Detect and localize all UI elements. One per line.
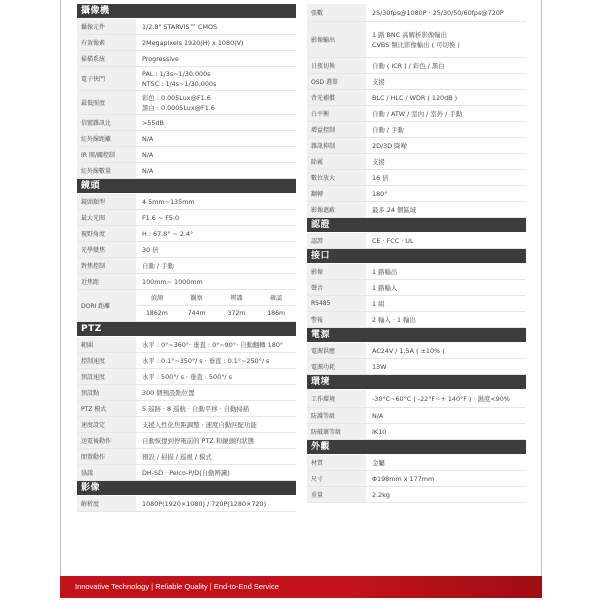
spec-value — [137, 147, 296, 162]
spec-value-line: 1/2.8" STARVIS™ CMOS — [142, 22, 218, 31]
spec-label: 除霧 — [307, 154, 367, 169]
spec-value — [367, 343, 526, 358]
spec-label: 防護等級 — [307, 408, 367, 423]
spec-label: 最大光圈 — [77, 210, 137, 225]
spec-label: 鏡頭類型 — [77, 194, 137, 209]
spec-value-line: 16 倍 — [372, 173, 389, 182]
spec-column-left — [77, 4, 296, 512]
spec-row — [77, 385, 296, 401]
section-header: 認證 — [307, 218, 526, 232]
spec-row — [77, 163, 296, 179]
spec-label: 電源功耗 — [307, 359, 367, 374]
spec-label: IR 開/關控制 — [77, 147, 137, 162]
spec-value-line: 100mm~ 1000mm — [142, 277, 203, 286]
spec-label: 增益控制 — [307, 122, 367, 137]
spec-value — [137, 274, 296, 289]
spec-label: 預設速度 — [77, 369, 137, 384]
spec-value-line: 4.5mm~135mm — [142, 197, 195, 206]
spec-value — [367, 408, 526, 423]
spec-label: 協議 — [77, 465, 137, 480]
spec-value-line: N/A — [142, 150, 154, 159]
spec-row — [307, 455, 526, 471]
spec-value-line: 黑白 : 0.0005Lux@F1.6 — [142, 103, 215, 112]
dori-value: 372m — [227, 310, 246, 317]
spec-row — [77, 496, 296, 512]
spec-value — [367, 471, 526, 486]
spec-value — [367, 359, 526, 374]
spec-value-line: 水平 : 0°~360°· 垂直 : 0°~90°· 自動翻轉 180° — [142, 340, 284, 349]
spec-row — [307, 471, 526, 487]
spec-value — [137, 258, 296, 273]
spec-value — [367, 138, 526, 153]
section-header: 環境 — [307, 375, 526, 389]
spec-value — [137, 91, 296, 114]
spec-value-line: 金屬 — [372, 458, 385, 467]
dori-headers-row — [137, 290, 296, 306]
dori-header: 辨識 — [230, 295, 243, 302]
spec-value-line: F1.6 ~ F5.0 — [142, 213, 180, 222]
spec-value — [137, 401, 296, 416]
spec-value — [137, 433, 296, 448]
spec-value-line: 1 路 BNC 高解析影像輸出 — [372, 30, 447, 39]
spec-value — [137, 449, 296, 464]
spec-value-line: 支援 — [372, 157, 385, 166]
spec-row — [307, 312, 526, 328]
spec-value-line: -30°C~60°C ( -22°F~+ 140°F ) · 濕度<90% — [372, 394, 510, 403]
spec-value-line: 水平 : 500°/ s · 垂直 : 500°/ s — [142, 372, 232, 381]
spec-row — [77, 465, 296, 481]
spec-label: 電源供應 — [307, 343, 367, 358]
spec-value-line: AC24V / 1.5A ( ±10% ) — [372, 346, 445, 355]
spec-label: 防破壞等級 — [307, 424, 367, 439]
spec-value — [137, 496, 296, 511]
spec-value — [367, 22, 526, 57]
spec-value-line: BLC / HLC / WDR ( 120dB ) — [372, 93, 458, 102]
spec-label: 雜訊抑制 — [307, 138, 367, 153]
spec-label: 視野角度 — [77, 226, 137, 241]
spec-label: 數位放大 — [307, 170, 367, 185]
spec-value — [367, 424, 526, 439]
spec-value — [137, 131, 296, 146]
spec-value — [137, 51, 296, 66]
spec-row — [307, 390, 526, 408]
spec-label: 影像 — [307, 264, 367, 279]
spec-value — [137, 35, 296, 50]
spec-row — [307, 487, 526, 503]
dori-header: 偵測 — [150, 295, 164, 302]
spec-row — [77, 274, 296, 290]
spec-row — [77, 433, 296, 449]
page-border-left — [60, 0, 61, 576]
dori-header: 觀察 — [190, 295, 203, 302]
spec-label: 預設點 — [77, 385, 137, 400]
spec-value — [367, 58, 526, 73]
spec-value-line: 支援 — [372, 77, 385, 86]
spec-label: PTZ 模式 — [77, 401, 137, 416]
spec-row — [77, 35, 296, 51]
spec-value — [137, 67, 296, 90]
spec-value-line: NTSC : 1/4s~1/30,000s — [142, 79, 217, 88]
spec-row — [307, 233, 526, 249]
spec-value — [137, 465, 296, 480]
spec-label: 材質 — [307, 455, 367, 470]
spec-value — [137, 115, 296, 130]
spec-value-line: N/A — [372, 411, 384, 420]
spec-label: 送電後動作 — [77, 433, 137, 448]
spec-value — [137, 210, 296, 225]
spec-value — [367, 264, 526, 279]
spec-value-line: 自動恢復到停電前的 PTZ 和鏡頭的狀態 — [142, 436, 255, 445]
spec-row — [307, 154, 526, 170]
spec-row — [307, 424, 526, 440]
spec-row — [77, 51, 296, 67]
spec-value-line: 1080P(1920×1080) / 720P(1280×720) — [142, 499, 267, 508]
dori-value: 744m — [187, 310, 206, 317]
spec-value-line: CVBS 類比影像輸出 ( 可切換 ) — [372, 40, 460, 49]
spec-value-line: 5 巡跡 · 8 巡航 · 自動平移 · 自動掃描 — [142, 404, 250, 413]
spec-row — [307, 280, 526, 296]
spec-label: 背光補償 — [307, 90, 367, 105]
spec-row — [77, 337, 296, 353]
spec-value-line: 1 路輸入 — [372, 283, 398, 292]
spec-value — [367, 280, 526, 295]
spec-row — [77, 258, 296, 274]
spec-label: 認證 — [307, 233, 367, 248]
spec-row — [77, 369, 296, 385]
spec-label: 解析度 — [77, 496, 137, 511]
spec-label: 範圍 — [77, 337, 137, 352]
spec-label: 日夜切換 — [307, 58, 367, 73]
spec-value-line: 2Megapixels 1920(H) x 1080(V) — [142, 38, 244, 47]
spec-row — [307, 58, 526, 74]
spec-row — [307, 22, 526, 58]
section-header: 接口 — [307, 249, 526, 263]
spec-label: 閒置動作 — [77, 449, 137, 464]
spec-value — [367, 90, 526, 105]
spec-value — [367, 233, 526, 248]
spec-label: 翻轉 — [307, 186, 367, 201]
spec-column-right — [307, 4, 526, 503]
spec-label: 攝像元件 — [77, 19, 137, 34]
spec-label: 尺寸 — [307, 471, 367, 486]
spec-row — [307, 202, 526, 218]
spec-row — [77, 449, 296, 465]
spec-label: 張數 — [307, 4, 367, 21]
spec-row — [77, 131, 296, 147]
spec-row — [307, 170, 526, 186]
spec-row — [307, 138, 526, 154]
spec-value-line: 300 個預設點位置 — [142, 388, 195, 397]
section-header: 影像 — [77, 481, 296, 495]
spec-row — [307, 343, 526, 359]
spec-label: 對焦控制 — [77, 258, 137, 273]
spec-row — [77, 210, 296, 226]
spec-value-line: 25/30fps@1080P · 25/30/50/60fps@720P — [372, 8, 504, 17]
spec-row — [77, 226, 296, 242]
spec-value-line: 180° — [372, 189, 388, 198]
spec-value — [367, 122, 526, 137]
spec-value-line: 2D/3D 降噪 — [372, 141, 407, 150]
spec-row — [77, 242, 296, 258]
spec-label: OSD 選單 — [307, 74, 367, 89]
spec-value-line: N/A — [142, 166, 154, 175]
spec-value — [367, 296, 526, 311]
spec-label: 電子快門 — [77, 67, 137, 90]
section-header: 電源 — [307, 328, 526, 342]
spec-value-line: 1 組 — [372, 299, 385, 308]
spec-value — [367, 455, 526, 470]
dori-row — [77, 290, 296, 322]
spec-value-line: 2 輸入 · 1 輸出 — [372, 315, 416, 324]
spec-value-line: 預設 / 掃描 / 巡視 / 模式 — [142, 452, 212, 461]
spec-label: RS485 — [307, 296, 367, 311]
spec-label: 最低照度 — [77, 91, 137, 114]
spec-value — [137, 417, 296, 432]
spec-row — [77, 147, 296, 163]
spec-label: 工作環境 — [307, 390, 367, 407]
spec-value-line: Φ198mm x 177mm — [372, 474, 435, 483]
spec-label: 控制速度 — [77, 353, 137, 368]
spec-value — [137, 369, 296, 384]
dori-values-row — [137, 306, 296, 321]
spec-value-line: 2.2kg — [372, 490, 390, 499]
spec-label: 光學變焦 — [77, 242, 137, 257]
spec-value — [367, 312, 526, 327]
spec-value — [367, 74, 526, 89]
spec-row — [77, 91, 296, 115]
spec-label: 信號雜訊比 — [77, 115, 137, 130]
spec-label: 重量 — [307, 487, 367, 502]
spec-value — [367, 170, 526, 185]
spec-row — [77, 115, 296, 131]
spec-row — [307, 4, 526, 22]
spec-value — [137, 242, 296, 257]
spec-value-line: IK10 — [372, 427, 387, 436]
spec-value-line: 30 倍 — [142, 245, 159, 254]
dori-label: DORI 距離 — [77, 290, 137, 321]
spec-value — [367, 487, 526, 502]
spec-value-line: 自動 / 手動 — [372, 125, 404, 134]
spec-row — [307, 106, 526, 122]
spec-label: 近焦距 — [77, 274, 137, 289]
spec-value-line: N/A — [142, 134, 154, 143]
spec-value — [367, 186, 526, 201]
spec-value-line: 1 路輸出 — [372, 267, 398, 276]
spec-label: 警報 — [307, 312, 367, 327]
spec-label: 影像輸出 — [307, 22, 367, 57]
spec-row — [307, 296, 526, 312]
spec-value-line: 自動 / ATW / 室內 / 室外 / 手動 — [372, 109, 463, 118]
spec-value-line: DH-SD · Pelco-P/D(自動辨識) — [142, 468, 230, 477]
spec-value — [137, 163, 296, 178]
spec-row — [77, 417, 296, 433]
dori-table — [137, 290, 296, 321]
spec-value-line: 彩色 : 0.005Lux@F1.6 — [142, 93, 211, 102]
spec-value-line: 自動 ( ICR ) / 彩色 / 黑白 — [372, 61, 445, 70]
section-header: 外觀 — [307, 440, 526, 454]
spec-label: 有效像素 — [77, 35, 137, 50]
spec-value-line: Progressive — [142, 54, 179, 63]
page-border-right — [541, 0, 542, 576]
spec-row — [307, 74, 526, 90]
spec-value-line: PAL : 1/3s~1/30,000s — [142, 69, 211, 78]
spec-value-line: 自動 / 手動 — [142, 261, 174, 270]
spec-value — [137, 19, 296, 34]
spec-row — [77, 194, 296, 210]
spec-value-line: 支援人性化焦距調整 · 速度自動匹配功能 — [142, 420, 257, 429]
spec-value-line: 水平 : 0.1°~350°/ s · 垂直 : 0.1°~250°/ s — [142, 356, 270, 365]
spec-row — [77, 19, 296, 35]
spec-label: 聲音 — [307, 280, 367, 295]
spec-value — [137, 194, 296, 209]
spec-row — [77, 67, 296, 91]
spec-value-line: 13W — [372, 362, 387, 371]
spec-value — [137, 353, 296, 368]
spec-value-line: 最多 24 個區域 — [372, 205, 417, 214]
spec-value-line: CE · FCC · UL — [372, 236, 414, 245]
dori-value: 186m — [267, 310, 286, 317]
spec-label: 紅外線數量 — [77, 163, 137, 178]
footer-tagline: Innovative Technology | Reliable Quality | End-to-End Service — [75, 582, 279, 591]
spec-row — [77, 353, 296, 369]
spec-row — [307, 359, 526, 375]
spec-value — [137, 385, 296, 400]
spec-value — [137, 337, 296, 352]
spec-value — [367, 106, 526, 121]
spec-row — [307, 264, 526, 280]
spec-row — [307, 408, 526, 424]
spec-label: 影像遮蔽 — [307, 202, 367, 217]
dori-value: 1862m — [145, 310, 168, 317]
spec-value — [137, 226, 296, 241]
section-header: 鏡頭 — [77, 179, 296, 193]
spec-value — [367, 202, 526, 217]
spec-row — [307, 186, 526, 202]
spec-label: 速度設定 — [77, 417, 137, 432]
spec-label: 掃描系統 — [77, 51, 137, 66]
spec-value — [367, 390, 526, 407]
spec-row — [77, 401, 296, 417]
spec-value — [367, 154, 526, 169]
spec-value-line: >55dB — [142, 118, 164, 127]
section-header: PTZ — [77, 322, 296, 336]
spec-label: 白平衡 — [307, 106, 367, 121]
footer-banner — [60, 576, 542, 598]
spec-value — [367, 4, 526, 21]
section-header: 攝像機 — [77, 4, 296, 18]
spec-row — [307, 122, 526, 138]
spec-label: 紅外線距離 — [77, 131, 137, 146]
dori-header: 確認 — [269, 295, 283, 302]
spec-value-line: H : 67.8° ~ 2.4° — [142, 229, 194, 238]
spec-row — [307, 90, 526, 106]
